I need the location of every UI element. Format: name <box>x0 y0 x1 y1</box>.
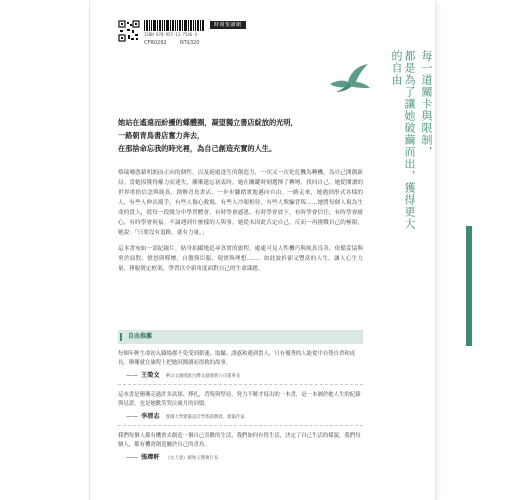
back-cover <box>90 0 435 500</box>
lead-line: 她站在遙遠而紛擾的蝶體圈，凝望獨立書店綻放的光明， <box>118 118 298 127</box>
recommendation-quote: 這本書是珊珊走過許多試探、掙扎，背叛與堅持，努力不解才寫出的一本書，是一本圖於她人生的紀錄與見證，也是她歡笑哭泣歲月的回憶。 <box>118 392 361 407</box>
signature-dash: —— <box>126 372 138 379</box>
divider <box>118 384 363 385</box>
signature-dash: —— <box>126 413 138 420</box>
green-spine-strip <box>466 226 472 346</box>
recommendations-header <box>118 330 363 344</box>
recommender-signature <box>118 452 363 461</box>
recommender-title: 實踐大學建築設計學系副教授、建築作家 <box>165 415 245 420</box>
qr-code-icon <box>118 20 140 42</box>
lead-line: 一路朝青鳥書店奮力奔去， <box>118 131 205 140</box>
recommender-title: 華山文創園區台灣文創發展公司董事長 <box>165 374 241 379</box>
recommender-title: 《女人迷》創始人暨執行長 <box>165 456 219 461</box>
price-text: NT$320 <box>180 40 200 46</box>
description <box>118 168 363 274</box>
recommendations-title: 自由推薦 <box>120 333 152 341</box>
bird-icon <box>328 62 372 94</box>
description-paragraph: 這本書宛如一部紀錄片，貼身拍攝她追尋真實的旅程，處處可見人性機巧與純真良善，依循妥協與勇於面對、憤怒與釋懷、自傲與臣服、現實與理想……。如此波折卻又豐富的人生，讓人心生力量，掙脫既定框架，學習以全新角度面對自己的生命課題。 <box>118 246 363 272</box>
quote-column: 都是為了讓她破繭而出，獲得更大的自由 <box>390 50 416 230</box>
product-code: CFR0292 <box>144 40 167 46</box>
recommendation-item <box>118 350 363 379</box>
recommendation-quote: 每個年輕生命初入職場都不免受到薪速、取攝、誘惑和遇到貴人，只有優秀的人能從中自覺自省和成長。珊珊就在旅程上把她因閱讀而得救的故事。 <box>118 351 356 366</box>
recommender-name: 王榮文 <box>141 372 160 379</box>
lead-paragraph <box>118 116 388 155</box>
recommendations <box>118 330 363 461</box>
recommender-signature <box>118 411 363 420</box>
recommender-name: 張瑋軒 <box>141 454 160 461</box>
isbn-text: ISBN 978-957-13-7546-4 <box>144 32 197 37</box>
description-paragraph: 蔡瑞珊憑藉明朗而正向的個性，以及絕處逢生的創造力，一次又一次化危機為轉機，為自己開創新局。當她因獲得權力而迷失，漸漸遺忘初衷時，她在關鍵時刻選擇了轉彎，找回自己。她從閱讀的世界重拾信念與純真，創辦青鳥書店，一步步腳踏實地邁向自由。一路走來，她遇到形式各樣的人，有些人伸出援手，有些人傷心救場，有些人冷眼相待，有些人欺騙背叛……她將每個人視為生命的貴人，從每一段緣分中學習體會，有時學會感恩，有時學會放下，有時學會信任，有時學會耐心，有時學會祝福。不論遇到什麼樣的人與事，她從未因此否定自己，反而一再挑戰自己的極限，她說：「只要沒有退路，就有力量。」 <box>118 170 363 236</box>
divider <box>118 425 363 426</box>
recommendation-quote: 我們每個人都有機會去創造一個自己喜歡的生活，我們如何有得生活，決定了自己生活的樣貌，我們每個人，都有機會創造屬於自己的青鳥。 <box>118 433 361 448</box>
recommender-signature <box>118 370 363 379</box>
vertical-quote <box>390 50 433 230</box>
product-info <box>118 20 318 64</box>
recommender-name: 李清志 <box>141 413 160 420</box>
signature-dash: —— <box>126 454 138 461</box>
publisher-brand: 時報悅讀網 <box>210 21 246 29</box>
barcode-icon <box>144 20 204 31</box>
quote-column: 每一道關卡與限制， <box>420 50 433 158</box>
recommendation-item <box>118 391 363 420</box>
recommendation-item <box>118 432 363 461</box>
lead-line: 在那捨命忘我的時光裡，為自己創造充實的人生。 <box>118 144 277 153</box>
